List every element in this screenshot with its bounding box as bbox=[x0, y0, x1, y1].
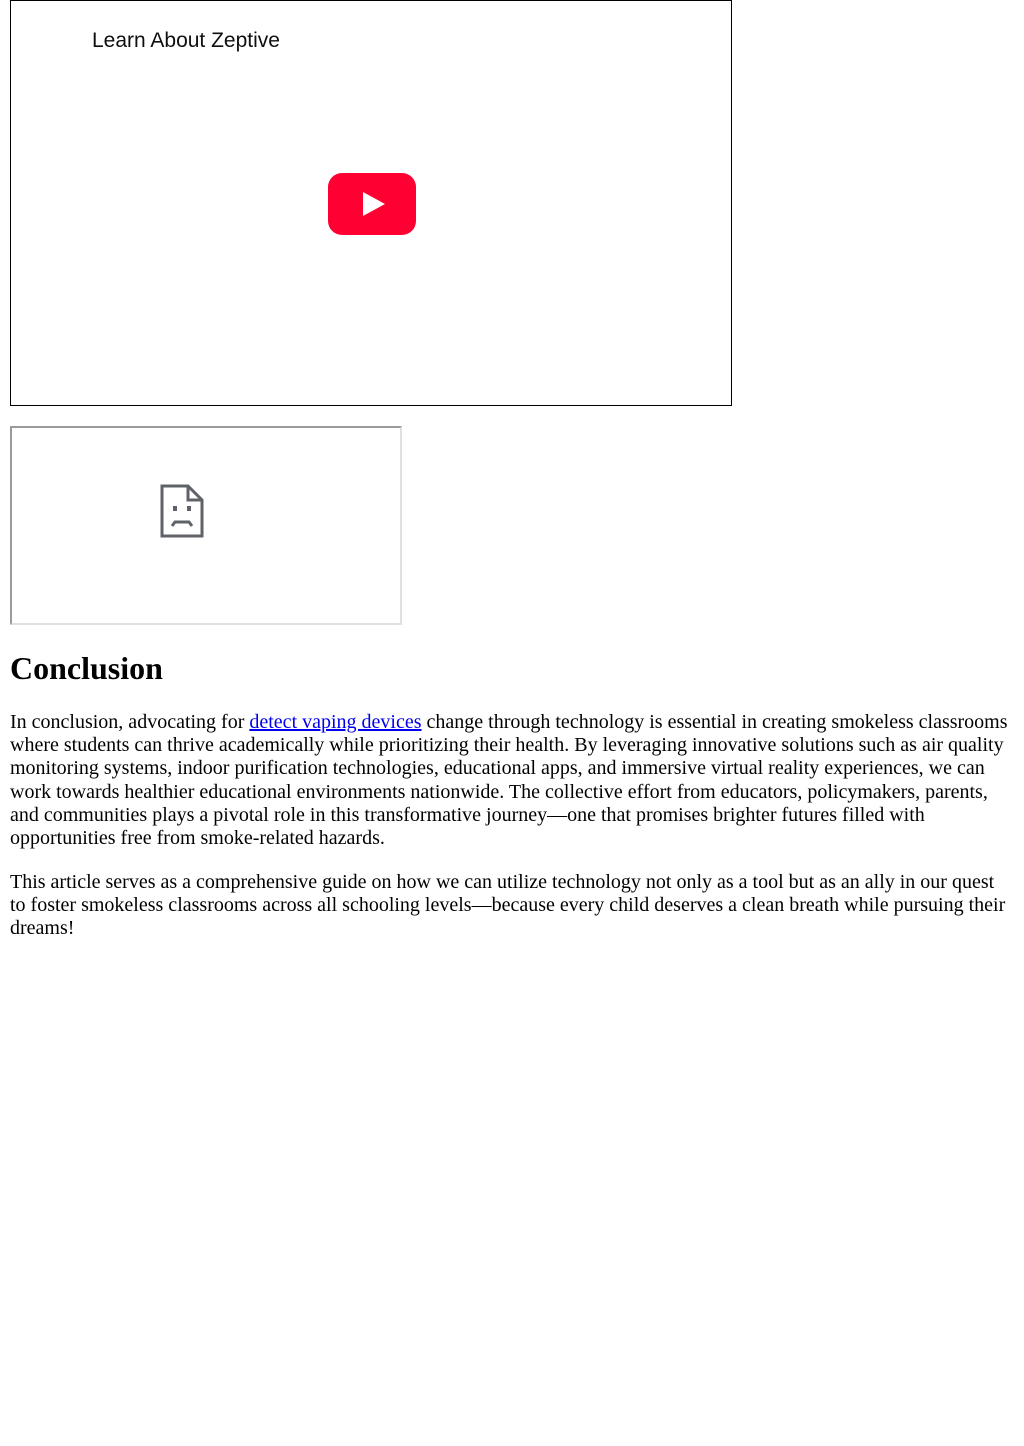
broken-page-icon bbox=[160, 484, 204, 538]
paragraph-1-text-end: change through technology is essential in creating smokeless classrooms where students can thrive academically while prioritizing their health. By leveraging innovative solutions such as air quality monitoring systems, indoor purification technologies, educational apps, and immersive virtual reality experiences, we can work towards healthier educational environments nationwide. The collective effort from educators, policymakers, parents, and communities plays a pivotal role in this transformative journey—one that promises brighter futures filled with opportunities free from smoke-related hazards. bbox=[10, 711, 1008, 850]
play-button[interactable] bbox=[328, 173, 416, 235]
conclusion-paragraph-1 bbox=[10, 711, 1010, 850]
conclusion-paragraph-2: This article serves as a comprehensive guide on how we can utilize technology not only as a tool but as an ally in our quest to foster smokeless classrooms across all schooling levels—because every child deserves a clean breath while pursuing their dreams! bbox=[10, 871, 1006, 940]
youtube-video-embed[interactable] bbox=[10, 0, 732, 406]
detect-vaping-devices-link[interactable]: detect vaping devices bbox=[249, 711, 422, 733]
play-icon bbox=[328, 173, 416, 235]
paragraph-1-text-start: In conclusion, advocating for bbox=[10, 711, 250, 733]
conclusion-heading: Conclusion bbox=[10, 650, 163, 686]
video-title[interactable]: Learn About Zeptive bbox=[92, 29, 280, 52]
broken-embed-frame bbox=[10, 426, 402, 625]
